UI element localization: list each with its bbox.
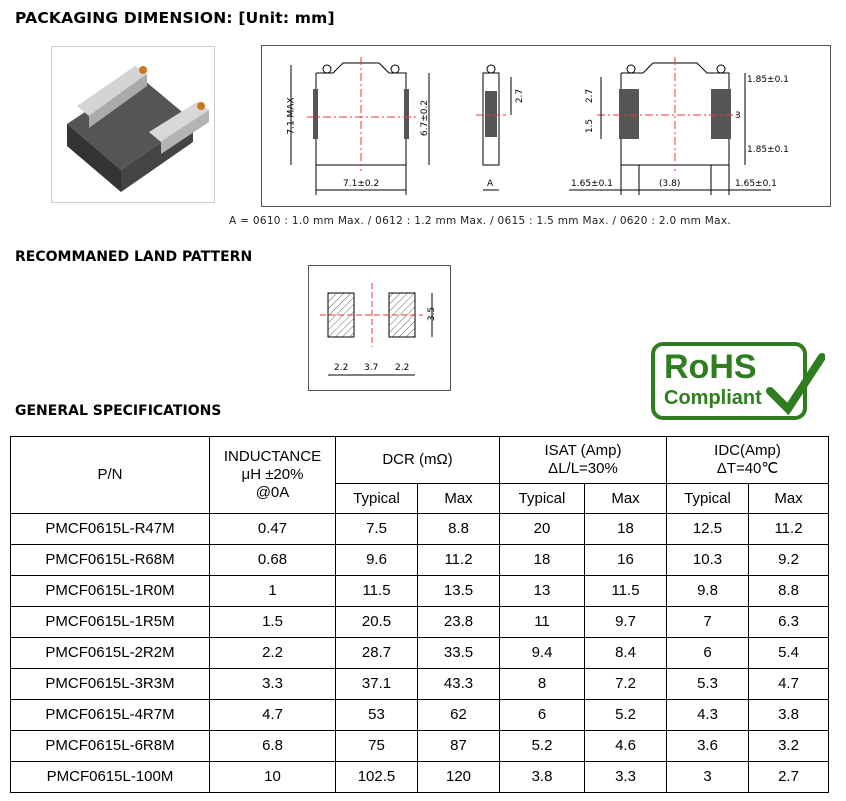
packaging-heading: PACKAGING DIMENSION: [Unit: mm] bbox=[15, 9, 335, 27]
cell-dcr-typical: 53 bbox=[336, 700, 418, 731]
land-pattern-heading: RECOMMANED LAND PATTERN bbox=[15, 249, 253, 265]
cell-inductance: 0.47 bbox=[210, 514, 336, 545]
cell-pn: PMCF0615L-4R7M bbox=[11, 700, 210, 731]
land-height: 3.5 bbox=[427, 306, 438, 322]
cell-dcr-max: 13.5 bbox=[418, 576, 500, 607]
table-row bbox=[11, 638, 829, 669]
cell-dcr-typical: 20.5 bbox=[336, 607, 418, 638]
cell-idc-max: 6.3 bbox=[749, 607, 829, 638]
cell-isat-max: 8.4 bbox=[585, 638, 667, 669]
dim-side-pad: 2.7 bbox=[515, 88, 526, 104]
dim-bottom-pad2: 1.5 bbox=[585, 118, 596, 134]
cell-dcr-max: 62 bbox=[418, 700, 500, 731]
table-row bbox=[11, 669, 829, 700]
dimension-drawing bbox=[261, 45, 831, 207]
cell-idc-typical: 12.5 bbox=[667, 514, 749, 545]
cell-inductance: 10 bbox=[210, 762, 336, 793]
cell-isat-max: 4.6 bbox=[585, 731, 667, 762]
cell-pn: PMCF0615L-R47M bbox=[11, 514, 210, 545]
general-spec-heading: GENERAL SPECIFICATIONS bbox=[15, 403, 222, 419]
cell-isat-typical: 18 bbox=[500, 545, 585, 576]
dim-front-height: 7.1 MAX bbox=[286, 97, 297, 135]
cell-isat-max: 11.5 bbox=[585, 576, 667, 607]
subheader-isat-typical: Typical bbox=[500, 484, 585, 514]
cell-pn: PMCF0615L-2R2M bbox=[11, 638, 210, 669]
cell-dcr-typical: 9.6 bbox=[336, 545, 418, 576]
compliant-text: Compliant bbox=[664, 387, 762, 409]
subheader-dcr-max: Max bbox=[418, 484, 500, 514]
rohs-badge bbox=[650, 341, 825, 421]
table-row bbox=[11, 545, 829, 576]
header-dcr: DCR (mΩ) bbox=[336, 437, 500, 484]
cell-dcr-typical: 7.5 bbox=[336, 514, 418, 545]
dim-bottom-center: (3.8) bbox=[659, 179, 681, 189]
cell-dcr-max: 11.2 bbox=[418, 545, 500, 576]
spec-table bbox=[10, 436, 829, 793]
cell-isat-max: 18 bbox=[585, 514, 667, 545]
cell-dcr-max: 43.3 bbox=[418, 669, 500, 700]
cell-isat-typical: 5.2 bbox=[500, 731, 585, 762]
cell-idc-max: 3.8 bbox=[749, 700, 829, 731]
cell-idc-max: 11.2 bbox=[749, 514, 829, 545]
cell-isat-typical: 8 bbox=[500, 669, 585, 700]
cell-idc-max: 9.2 bbox=[749, 545, 829, 576]
land-gap: 3.7 bbox=[364, 363, 379, 373]
cell-idc-typical: 5.3 bbox=[667, 669, 749, 700]
dim-bottom-left: 1.65±0.1 bbox=[571, 179, 613, 189]
cell-isat-max: 3.3 bbox=[585, 762, 667, 793]
cell-isat-max: 9.7 bbox=[585, 607, 667, 638]
dim-bottom-top: 1.85±0.1 bbox=[747, 75, 789, 85]
subheader-idc-max: Max bbox=[749, 484, 829, 514]
cell-dcr-max: 33.5 bbox=[418, 638, 500, 669]
table-row bbox=[11, 731, 829, 762]
table-row bbox=[11, 576, 829, 607]
cell-idc-max: 8.8 bbox=[749, 576, 829, 607]
cell-pn: PMCF0615L-1R0M bbox=[11, 576, 210, 607]
cell-dcr-max: 120 bbox=[418, 762, 500, 793]
cell-dcr-typical: 28.7 bbox=[336, 638, 418, 669]
cell-pn: PMCF0615L-100M bbox=[11, 762, 210, 793]
cell-dcr-typical: 37.1 bbox=[336, 669, 418, 700]
land-pad-right: 2.2 bbox=[395, 363, 410, 373]
table-row bbox=[11, 607, 829, 638]
cell-idc-typical: 3.6 bbox=[667, 731, 749, 762]
table-row bbox=[11, 700, 829, 731]
cell-dcr-max: 23.8 bbox=[418, 607, 500, 638]
cell-idc-typical: 3 bbox=[667, 762, 749, 793]
cell-inductance: 6.8 bbox=[210, 731, 336, 762]
table-row bbox=[11, 514, 829, 545]
cell-idc-typical: 4.3 bbox=[667, 700, 749, 731]
header-pn: P/N bbox=[11, 437, 210, 514]
cell-pn: PMCF0615L-1R5M bbox=[11, 607, 210, 638]
cell-idc-max: 3.2 bbox=[749, 731, 829, 762]
cell-isat-typical: 11 bbox=[500, 607, 585, 638]
cell-isat-max: 7.2 bbox=[585, 669, 667, 700]
cell-inductance: 4.7 bbox=[210, 700, 336, 731]
cell-inductance: 1 bbox=[210, 576, 336, 607]
cell-dcr-max: 8.8 bbox=[418, 514, 500, 545]
cell-pn: PMCF0615L-6R8M bbox=[11, 731, 210, 762]
dim-bottom-right: 1.65±0.1 bbox=[735, 179, 777, 189]
subheader-isat-max: Max bbox=[585, 484, 667, 514]
dim-side-width: A bbox=[487, 179, 494, 189]
cell-idc-typical: 6 bbox=[667, 638, 749, 669]
dim-front-inner: 6.7±0.2 bbox=[420, 99, 431, 137]
land-pattern-drawing bbox=[308, 265, 451, 391]
header-isat: ISAT (Amp) ΔL/L=30% bbox=[500, 437, 667, 484]
subheader-idc-typical: Typical bbox=[667, 484, 749, 514]
cell-inductance: 1.5 bbox=[210, 607, 336, 638]
dim-front-width: 7.1±0.2 bbox=[343, 179, 380, 189]
cell-isat-max: 16 bbox=[585, 545, 667, 576]
component-photo bbox=[51, 46, 215, 203]
cell-idc-typical: 9.8 bbox=[667, 576, 749, 607]
cell-inductance: 2.2 bbox=[210, 638, 336, 669]
header-inductance: INDUCTANCE μH ±20% @0A bbox=[210, 437, 336, 514]
cell-isat-typical: 9.4 bbox=[500, 638, 585, 669]
cell-dcr-typical: 11.5 bbox=[336, 576, 418, 607]
cell-dcr-typical: 102.5 bbox=[336, 762, 418, 793]
rohs-text: RoHS bbox=[664, 348, 757, 386]
cell-idc-max: 5.4 bbox=[749, 638, 829, 669]
cell-idc-typical: 10.3 bbox=[667, 545, 749, 576]
dim-bottom-pad1: 2.7 bbox=[585, 88, 596, 104]
cell-isat-typical: 13 bbox=[500, 576, 585, 607]
cell-isat-typical: 6 bbox=[500, 700, 585, 731]
cell-idc-typical: 7 bbox=[667, 607, 749, 638]
cell-pn: PMCF0615L-3R3M bbox=[11, 669, 210, 700]
cell-idc-max: 4.7 bbox=[749, 669, 829, 700]
cell-inductance: 3.3 bbox=[210, 669, 336, 700]
land-pad-left: 2.2 bbox=[334, 363, 349, 373]
table-row bbox=[11, 762, 829, 793]
header-idc: IDC(Amp) ΔT=40℃ bbox=[667, 437, 829, 484]
thickness-note: A = 0610 : 1.0 mm Max. / 0612 : 1.2 mm Max. / 0615 : 1.5 mm Max. / 0620 : 2.0 mm Max. bbox=[229, 215, 732, 227]
cell-idc-max: 2.7 bbox=[749, 762, 829, 793]
dim-bottom-mid: 3 bbox=[735, 111, 741, 121]
subheader-dcr-typical: Typical bbox=[336, 484, 418, 514]
cell-pn: PMCF0615L-R68M bbox=[11, 545, 210, 576]
cell-dcr-typical: 75 bbox=[336, 731, 418, 762]
cell-isat-typical: 3.8 bbox=[500, 762, 585, 793]
cell-isat-max: 5.2 bbox=[585, 700, 667, 731]
cell-dcr-max: 87 bbox=[418, 731, 500, 762]
dim-bottom-bottom: 1.85±0.1 bbox=[747, 145, 789, 155]
cell-isat-typical: 20 bbox=[500, 514, 585, 545]
cell-inductance: 0.68 bbox=[210, 545, 336, 576]
